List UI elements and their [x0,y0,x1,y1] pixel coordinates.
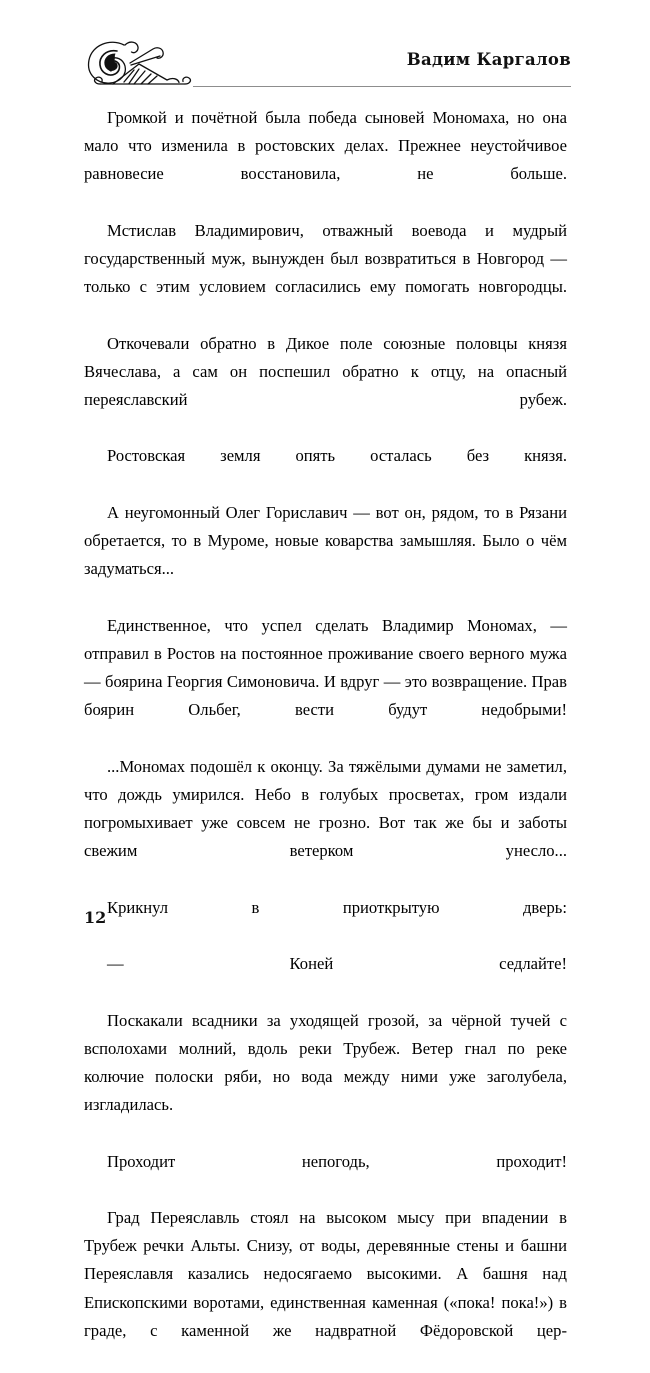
body-text-block [84,104,567,1373]
paragraph: А неугомонный Олег Гориславич — вот он, рядом, то в Рязани обретается, то в Муроме, новые коварства замышляя. Было о чём задуматься... [84,502,567,579]
page-number: 12 [84,908,107,927]
paragraph: ...Мономах подошёл к оконцу. За тяжёлыми думами не заметил, что дождь умирился. Небо в голубых просветах, гром издали погромыхивает уже совсем не грозно. Вот так же бы и заботы свежим ветерком унесло... [84,756,567,861]
paragraph: Проходит непогодь, проходит! [107,1151,567,1171]
paragraph: Поскакали всадники за уходящей грозой, за чёрной тучей с всполохами молний, вдоль реки Трубеж. Ветер гнал по реке колючие полоски ряби, но вода между ними уже заголубела, изгладилась. [84,1010,567,1115]
running-header [0,0,650,96]
scroll-flourish-ornament-icon [78,34,208,90]
header-author-name: Вадим Каргалов [406,50,571,69]
paragraph: Единственное, что успел сделать Владимир Мономах, — отправил в Ростов на постоянное проживание своего верного мужа — боярина Георгия Симоновича. И вдруг — это возвращение. Прав боярин Ольбег, вести будут недобрыми! [84,615,567,720]
paragraph: Ростовская земля опять осталась без князя. [107,446,567,466]
paragraph: Откочевали обратно в Дикое поле союзные половцы князя Вячеслава, а сам он поспешил обратно к отцу, на опасный переяславский рубеж. [84,333,567,410]
paragraph: Мстислав Владимирович, отважный воевода и мудрый государственный муж, вынужден был возвратиться в Новгород — только с этим условием согласились ему помогать новгородцы. [84,220,567,297]
paragraph: — Коней седлайте! [107,954,567,974]
paragraph: Град Переяславль стоял на высоком мысу при впадении в Трубеж речки Альты. Снизу, от воды, деревянные стены и башни Переяславля казались недосягаемо высокими. А башня над Епископскими воротами, единственная каменная («пока! пока!») в граде, с каменной же надвратной Фёдоровской цер- [84,1207,567,1340]
paragraph: Крикнул в приоткрытую дверь: [107,897,567,917]
paragraph: Громкой и почётной была победа сыновей Мономаха, но она мало что изменила в ростовских делах. Прежнее неустойчивое равновесие восстановила, не больше. [84,108,567,184]
header-divider-rule [193,86,571,87]
